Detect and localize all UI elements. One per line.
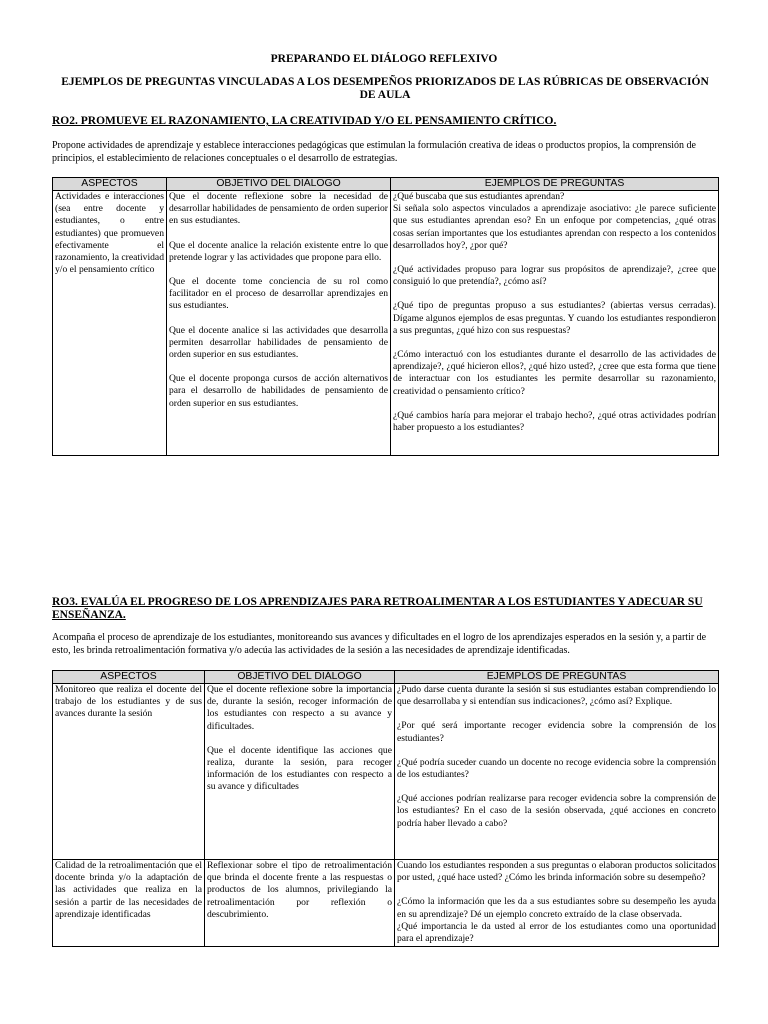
objetivo-item: Que el docente tome conciencia de su rol como facilitador en el proceso de desarrollar aprendizajes en sus estudiantes.	[169, 276, 388, 312]
preguntas-cell	[395, 684, 719, 860]
pregunta-item: ¿Qué cambios haría para mejorar el trabajo hecho?, ¿qué otras actividades podrían haber propuesto a los estudiantes?	[393, 409, 716, 434]
aspecto-cell	[53, 684, 205, 860]
header-aspectos: ASPECTOS	[53, 671, 205, 684]
objetivo-cell	[205, 860, 395, 947]
table-row	[53, 684, 719, 860]
preguntas-cell	[391, 191, 719, 456]
page-title: PREPARANDO EL DIÁLOGO REFLEXIVO	[270, 53, 498, 65]
objetivo-item: Reflexionar sobre el tipo de retroalimentación que brinda el docente frente a las respuestas o productos de los alumnos, privilegiando la retroalimentación por reflexión o descubrimiento.	[207, 860, 392, 920]
objetivo-item: Que el docente reflexione sobre la importancia de, durante la sesión, recoger información de los estudiantes con respecto a su avance y dificultades.	[207, 684, 392, 732]
section-heading-ro3: RO3. EVALÚA EL PROGRESO DE LOS APRENDIZAJES PARA RETROALIMENTAR A LOS ESTUDIANTES Y ADECUAR SU ENSEÑANZA.	[52, 596, 703, 621]
section-intro-ro3: Acompaña el proceso de aprendizaje de los estudiantes, monitoreando sus avances y dificultades en el logro de los aprendizajes esperados en la sesión y, a partir de esto, les brinda retroalimentación formativa y/o adecúa las actividades de la sesión a las necesidades de aprendizaje identificadas.	[52, 632, 707, 656]
section-intro-ro2: Propone actividades de aprendizaje y establece interacciones pedagógicas que estimulan la formulación creativa de ideas o productos propios, la comprensión de principios, el establecimiento de relaciones conceptuales o el desarrollo de estrategias.	[52, 140, 696, 164]
pregunta-item: ¿Qué tipo de preguntas propuso a sus estudiantes? (abiertas versus cerradas). Dígame algunos ejemplos de esas preguntas. Y cuando los estudiantes respondieron a sus preguntas, ¿qué hizo con sus respuestas?	[393, 300, 716, 336]
header-ejemplos: EJEMPLOS DE PREGUNTAS	[395, 671, 719, 684]
objetivo-item: Que el docente analice si las actividades que desarrolla permiten desarrollar habilidades de pensamiento de orden superior en sus estudiantes.	[169, 324, 388, 361]
header-ejemplos: EJEMPLOS DE PREGUNTAS	[391, 178, 719, 191]
aspecto-text: Actividades e interacciones (sea entre docente y estudiantes, o entre estudiantes) que promueven efectivamente el razonamiento, la creatividad y/o el pensamiento crítico	[55, 191, 164, 276]
aspecto-text: Monitoreo que realiza el docente del trabajo de los estudiantes y de sus avances durante la sesión	[55, 684, 202, 720]
objetivo-cell	[205, 684, 395, 860]
pregunta-item: ¿Por qué será importante recoger evidencia sobre la comprensión de los estudiantes?	[397, 720, 716, 744]
objetivo-item: Que el docente identifique las acciones que realiza, durante la sesión, para recoger información de los estudiantes con respecto a su avance y dificultades	[207, 744, 392, 793]
header-aspectos: ASPECTOS	[53, 178, 167, 191]
objetivo-cell	[167, 191, 391, 456]
pregunta-item: ¿Cómo la información que les da a sus estudiantes sobre su desempeño les ayuda en su aprendizaje? Dé un ejemplo concreto extraído de la clase observada.	[397, 896, 716, 920]
table-row	[53, 191, 719, 456]
page-subtitle: EJEMPLOS DE PREGUNTAS VINCULADAS A LOS DESEMPEÑOS PRIORIZADOS DE LAS RÚBRICAS DE OBSERVACIÓN DE AULA	[61, 76, 709, 101]
header-objetivo: OBJETIVO DEL DIÁLOGO	[167, 178, 391, 191]
pregunta-item: ¿Cómo interactuó con los estudiantes durante el desarrollo de las actividades de aprendizaje?, ¿qué hicieron ellos?, ¿qué hizo usted?, ¿cree que esta forma que tiene de interactuar con los estudiantes les permite desarrollar su razonamiento, creatividad o pensamiento crítico?	[393, 349, 716, 397]
header-objetivo: OBJETIVO DEL DIÁLOGO	[205, 671, 395, 684]
aspecto-cell	[53, 860, 205, 947]
aspecto-text: Calidad de la retroalimentación que el docente brinda y/o la adaptación de las actividades que realiza en la sesión a partir de las necesidades de aprendizaje identificadas	[55, 860, 202, 920]
table-row	[53, 860, 719, 947]
pregunta-item: ¿Qué acciones podrían realizarse para recoger evidencia sobre la comprensión de los estudiantes? En el caso de la sesión observada, ¿qué acciones en concreto podría haber llevado a cabo?	[397, 793, 716, 829]
pregunta-item: ¿Qué actividades propuso para lograr sus propósitos de aprendizaje?, ¿cree que consiguió lo que pretendía?, ¿cómo así?	[393, 264, 716, 288]
pregunta-item: ¿Qué importancia le da usted al error de los estudiantes como una oportunidad para el aprendizaje?	[397, 920, 716, 945]
pregunta-item: Cuando los estudiantes responden a sus preguntas o elaboran productos solicitados por usted, ¿qué hace usted? ¿Cómo les brinda información sobre su desempeño?	[397, 860, 716, 884]
objetivo-item: Que el docente reflexione sobre la necesidad de desarrollar habilidades de pensamiento de orden superior en sus estudiantes.	[169, 191, 388, 227]
pregunta-item: Si señala solo aspectos vinculados a aprendizaje asociativo: ¿le parece suficiente que sus estudiantes aprendan eso? En un enfoque por competencias, ¿qué otras cosas serían importantes que los estudiantes aprendan con respecto a los contenidos desarrollados hoy?, ¿por qué?	[393, 203, 716, 251]
table-ro2	[52, 177, 719, 456]
pregunta-item: ¿Qué podría suceder cuando un docente no recoge evidencia sobre la comprensión de los estudiantes?	[397, 756, 716, 781]
objetivo-item: Que el docente analice la relación existente entre lo que pretende lograr y las actividades que propone para ello.	[169, 239, 388, 263]
table-header-row	[53, 671, 719, 684]
objetivo-item: Que el docente proponga cursos de acción alternativos para el desarrollo de habilidades de pensamiento de orden superior en sus estudiantes.	[169, 373, 388, 409]
table-header-row	[53, 178, 719, 191]
section-heading-ro2: RO2. PROMUEVE EL RAZONAMIENTO, LA CREATIVIDAD Y/O EL PENSAMIENTO CRÍTICO.	[52, 115, 557, 127]
pregunta-item: ¿Pudo darse cuenta durante la sesión si sus estudiantes estaban comprendiendo lo que desarrollaba y si entendían sus indicaciones?, ¿cómo así? Explique.	[397, 684, 716, 708]
aspecto-cell	[53, 191, 167, 456]
table-ro3	[52, 670, 719, 947]
preguntas-cell	[395, 860, 719, 947]
pregunta-item: ¿Qué buscaba que sus estudiantes aprendan?	[393, 191, 565, 202]
